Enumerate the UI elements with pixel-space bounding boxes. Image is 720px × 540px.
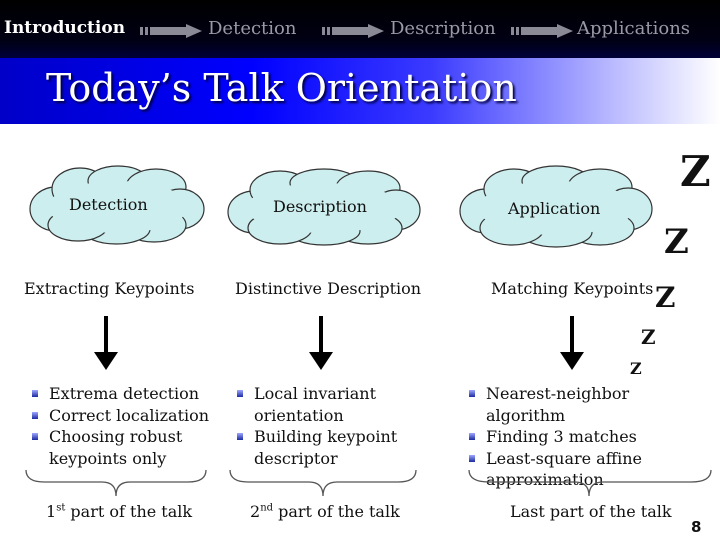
section-heading-extracting: Extracting Keypoints: [24, 279, 195, 298]
part-label-last: Last part of the talk: [510, 502, 672, 521]
down-arrow-icon: [560, 316, 584, 370]
list-item: Extrema detection: [31, 383, 211, 405]
nav-arrow-icon: [140, 24, 202, 38]
bullet-icon: [469, 455, 475, 462]
cloud-label-application: Application: [508, 199, 601, 218]
part-label-first: 1st part of the talk: [46, 502, 193, 521]
bullet-list-extracting: [31, 383, 211, 469]
list-item: Building keypoint descriptor: [236, 426, 411, 469]
list-item: Finding 3 matches: [468, 426, 708, 448]
nav-arrow-icon: [322, 24, 384, 38]
list-item: Local invariant orientation: [236, 383, 411, 426]
down-arrow-icon: [309, 316, 333, 370]
bullet-icon: [32, 390, 38, 397]
page-number: 8: [691, 518, 702, 536]
bullet-icon: [237, 390, 243, 397]
list-item: Correct localization: [31, 405, 211, 427]
cloud-label-description: Description: [273, 197, 367, 216]
bullet-icon: [32, 433, 38, 440]
section-heading-matching: Matching Keypoints: [491, 279, 654, 298]
sleep-z-4: Z: [641, 325, 656, 349]
nav-item-applications[interactable]: Applications: [577, 18, 691, 39]
bullet-icon: [469, 433, 475, 440]
cloud-label-detection: Detection: [69, 195, 148, 214]
bullet-icon: [237, 433, 243, 440]
bullet-list-description: [236, 383, 411, 469]
bullet-icon: [469, 390, 475, 397]
brace-icon: [467, 468, 713, 498]
section-heading-description: Distinctive Description: [235, 279, 422, 298]
nav-item-detection[interactable]: Detection: [208, 18, 297, 39]
part-label-second: 2nd part of the talk: [250, 502, 400, 521]
nav-item-introduction[interactable]: Introduction: [4, 18, 126, 38]
brace-icon: [24, 468, 208, 498]
nav-arrow-icon: [511, 24, 573, 38]
bullet-icon: [32, 412, 38, 419]
sleep-z-3: Z: [655, 281, 676, 314]
list-item: Choosing robust keypoints only: [31, 426, 211, 469]
brace-icon: [228, 468, 418, 498]
down-arrow-icon: [94, 316, 118, 370]
sleep-z-5: Z: [630, 359, 642, 378]
list-item: Least-square affine approximation: [468, 448, 708, 491]
sleep-z-2: Z: [664, 222, 689, 262]
page-title: Today’s Talk Orientation: [46, 66, 517, 110]
sleep-z-1: Z: [680, 147, 711, 196]
nav-item-description[interactable]: Description: [390, 18, 496, 39]
list-item: Nearest-neighbor algorithm: [468, 383, 708, 426]
